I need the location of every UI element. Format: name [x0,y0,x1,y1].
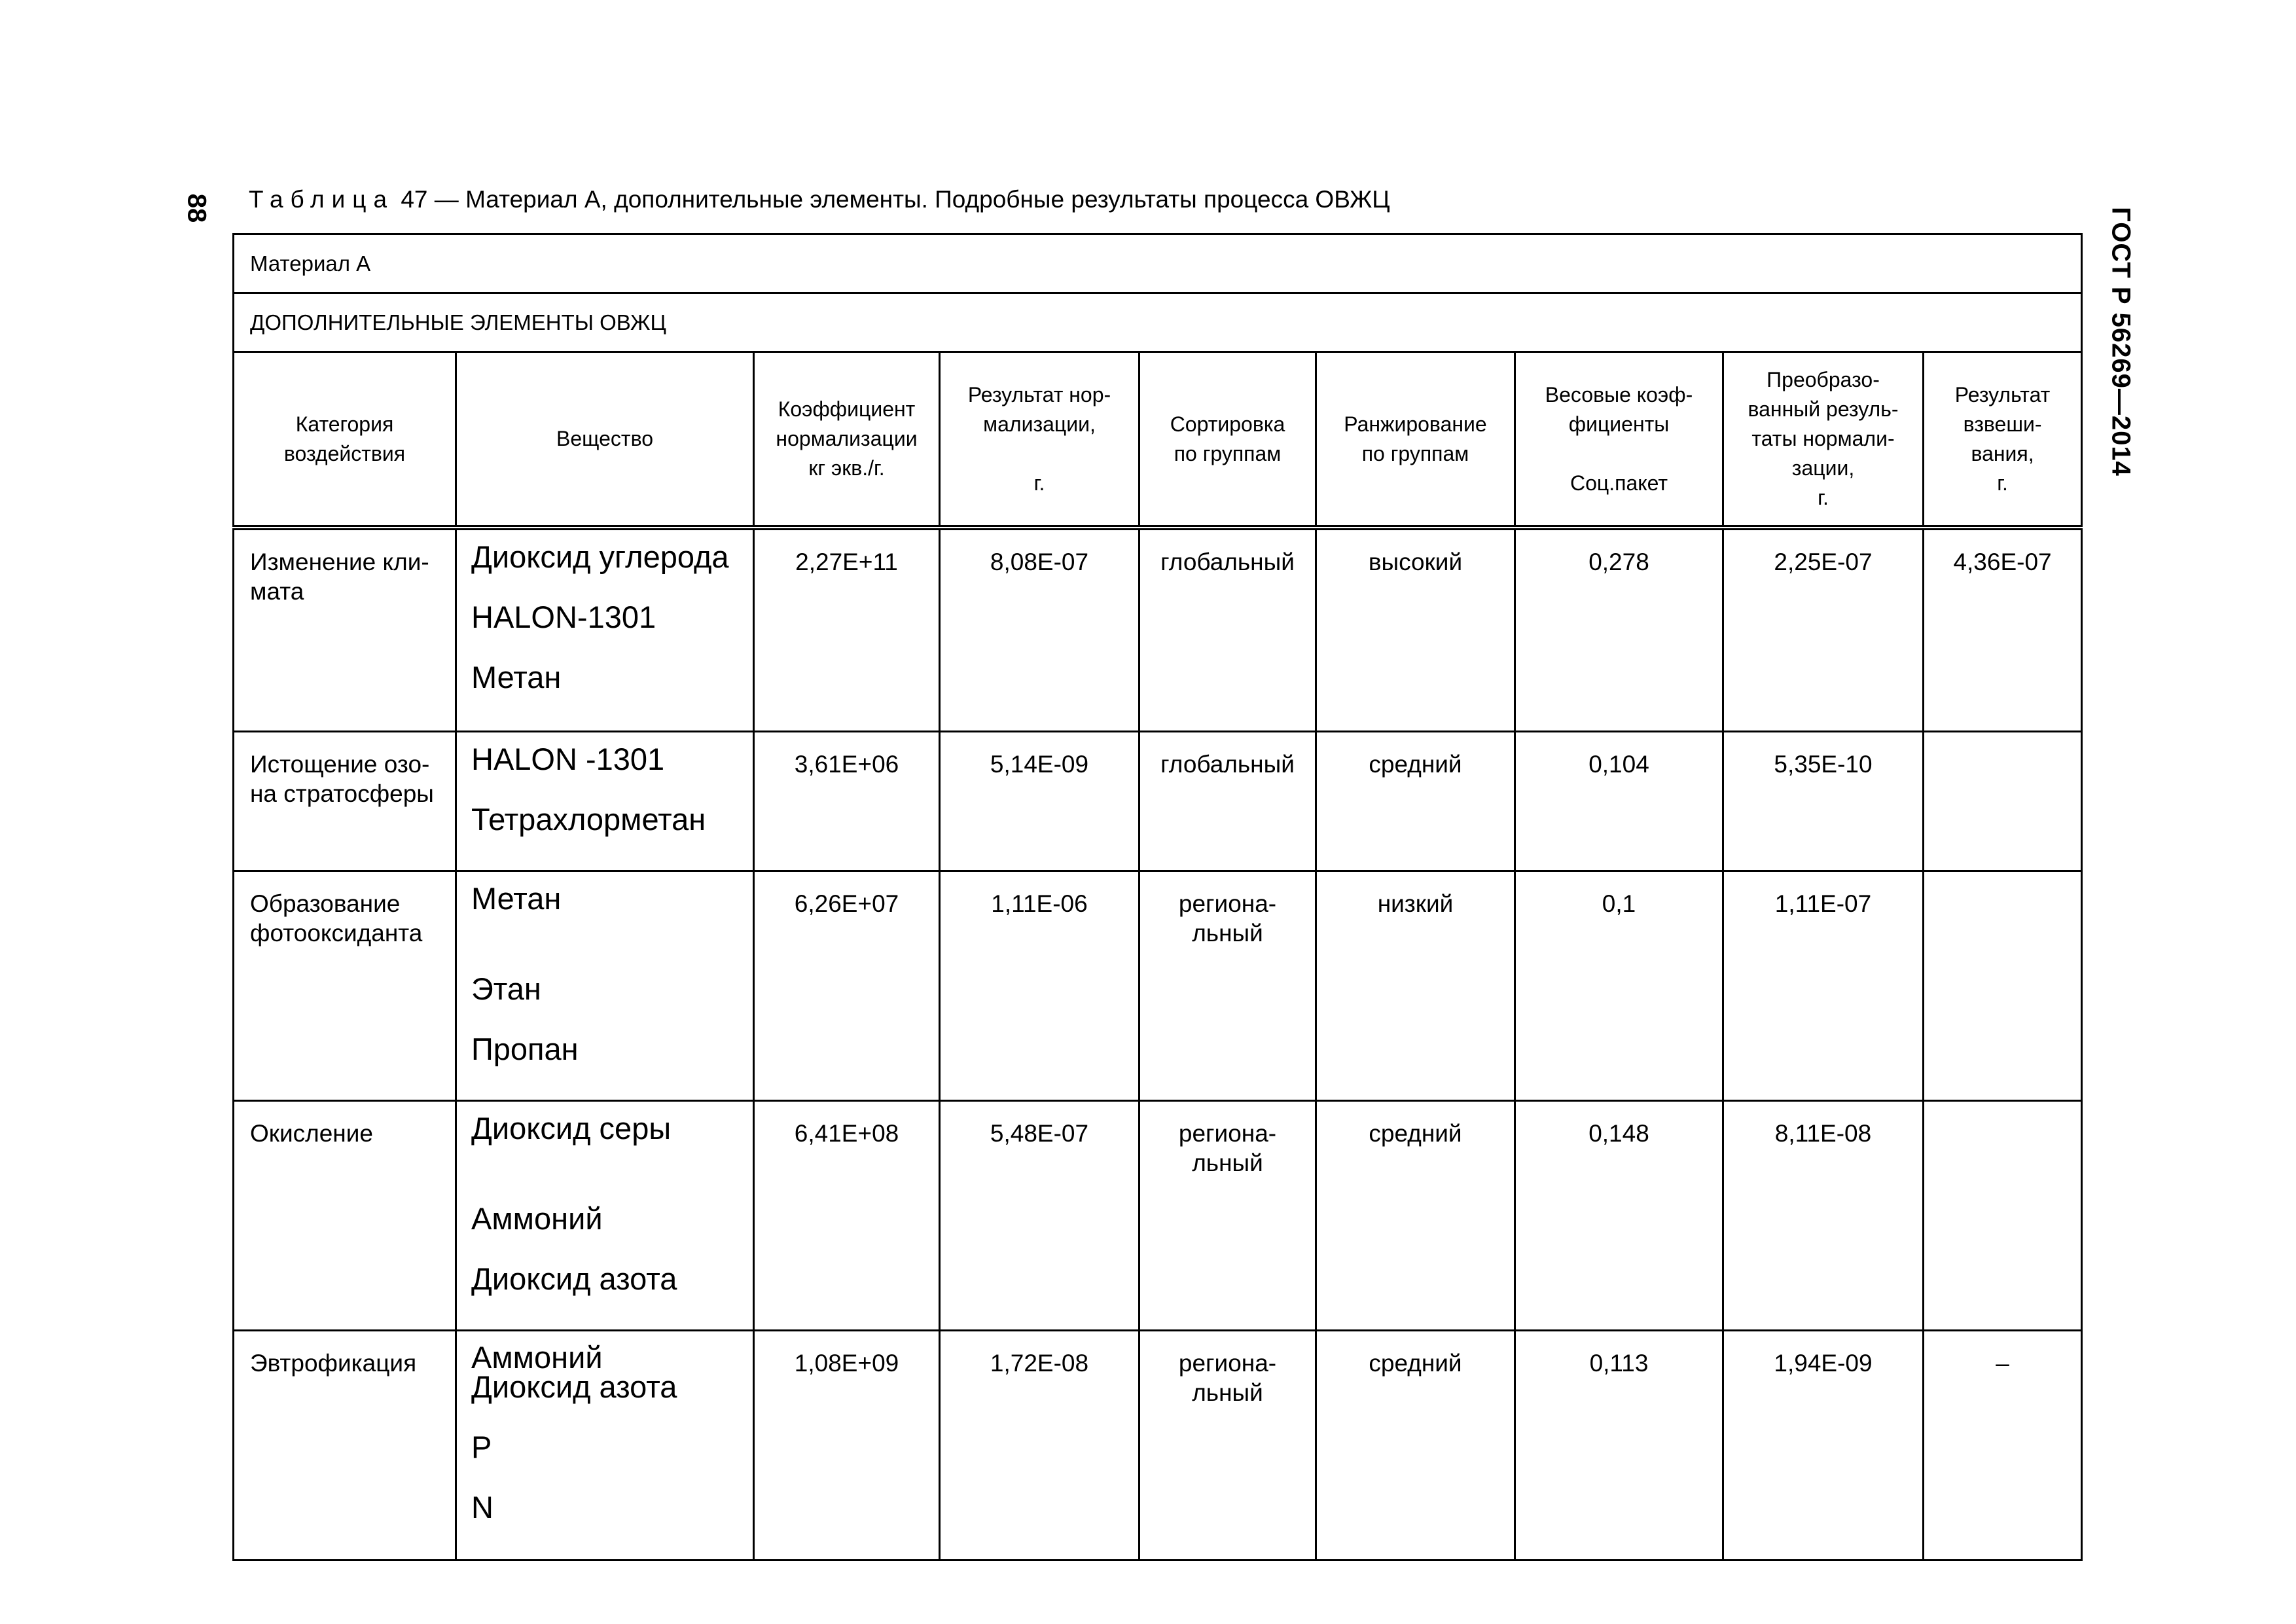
norm-coef-cell: 1,08E+09 [754,1331,940,1561]
norm-result-cell: 8,08E-07 [940,528,1139,732]
header-category: Категория воздействия [234,352,456,528]
header-row [234,352,2082,528]
caption-text: 47 — Материал А, дополнительные элементы. Подробные результаты процесса ОВЖЦ [401,186,1390,213]
table-row [234,528,2082,732]
grouping-cell: глобальный [1139,528,1316,732]
transformed-cell: 8,11E-08 [1723,1101,1924,1331]
grouping-cell: региона- льный [1139,1331,1316,1561]
substance-cell: Метан Этан Пропан [456,871,754,1101]
header-transformed: Преобразо- ванный резуль- таты нормали- зации, г. [1723,352,1924,528]
ranking-cell: средний [1316,1331,1515,1561]
header-norm-result: Результат нор- мализации, г. [940,352,1139,528]
weight-cell: 0,1 [1515,871,1723,1101]
header-substance: Вещество [456,352,754,528]
weight-cell: 0,113 [1515,1331,1723,1561]
header-weighted: Результат взвеши- вания, г. [1924,352,2082,528]
transformed-cell: 5,35E-10 [1723,732,1924,871]
norm-result-cell: 5,48E-07 [940,1101,1139,1331]
category-cell: Образование фотооксиданта [234,871,456,1101]
weighted-cell: – [1924,1331,2082,1561]
substance-cell: Диоксид углерода HALON-1301 Метан [456,528,754,732]
category-cell: Окисление [234,1101,456,1331]
category-cell: Эвтрофикация [234,1331,456,1561]
norm-result-cell: 5,14E-09 [940,732,1139,871]
header-norm-coef: Коэффициент нормализации кг экв./г. [754,352,940,528]
results-table [232,233,2083,1561]
transformed-cell: 2,25E-07 [1723,528,1924,732]
standard-designation: ГОСТ Р 56269—2014 [2106,207,2136,477]
header-grouping: Сортировка по группам [1139,352,1316,528]
caption-label: Таблица [249,186,395,213]
ranking-cell: высокий [1316,528,1515,732]
substance-cell: Аммоний Диоксид азота P N [456,1331,754,1561]
header-ranking: Ранжирование по группам [1316,352,1515,528]
norm-coef-cell: 2,27E+11 [754,528,940,732]
category-cell: Истощение озо- на стратосферы [234,732,456,871]
table-row [234,871,2082,1101]
table-row [234,1101,2082,1331]
grouping-cell: региона- льный [1139,1101,1316,1331]
norm-coef-cell: 3,61E+06 [754,732,940,871]
table-caption [249,186,1390,213]
page-number: 88 [182,193,211,223]
norm-coef-cell: 6,26E+07 [754,871,940,1101]
norm-result-cell: 1,72E-08 [940,1331,1139,1561]
ranking-cell: средний [1316,732,1515,871]
weight-cell: 0,278 [1515,528,1723,732]
grouping-cell: региона- льный [1139,871,1316,1101]
weighted-cell [1924,732,2082,871]
section-row: ДОПОЛНИТЕЛЬНЫЕ ЭЛЕМЕНТЫ ОВЖЦ [234,293,2082,352]
table-row [234,1331,2082,1561]
weighted-cell: 4,36E-07 [1924,528,2082,732]
substance-cell: HALON -1301 Тетрахлорметан [456,732,754,871]
weight-cell: 0,148 [1515,1101,1723,1331]
ranking-cell: средний [1316,1101,1515,1331]
weighted-cell [1924,1101,2082,1331]
substance-cell: Диоксид серы Аммоний Диоксид азота [456,1101,754,1331]
material-row: Материал А [234,234,2082,293]
weighted-cell [1924,871,2082,1101]
norm-result-cell: 1,11E-06 [940,871,1139,1101]
transformed-cell: 1,94E-09 [1723,1331,1924,1561]
norm-coef-cell: 6,41E+08 [754,1101,940,1331]
category-cell: Изменение кли- мата [234,528,456,732]
ranking-cell: низкий [1316,871,1515,1101]
weight-cell: 0,104 [1515,732,1723,871]
header-weights: Весовые коэф- фициенты Соц.пакет [1515,352,1723,528]
transformed-cell: 1,11E-07 [1723,871,1924,1101]
table-row [234,732,2082,871]
grouping-cell: глобальный [1139,732,1316,871]
